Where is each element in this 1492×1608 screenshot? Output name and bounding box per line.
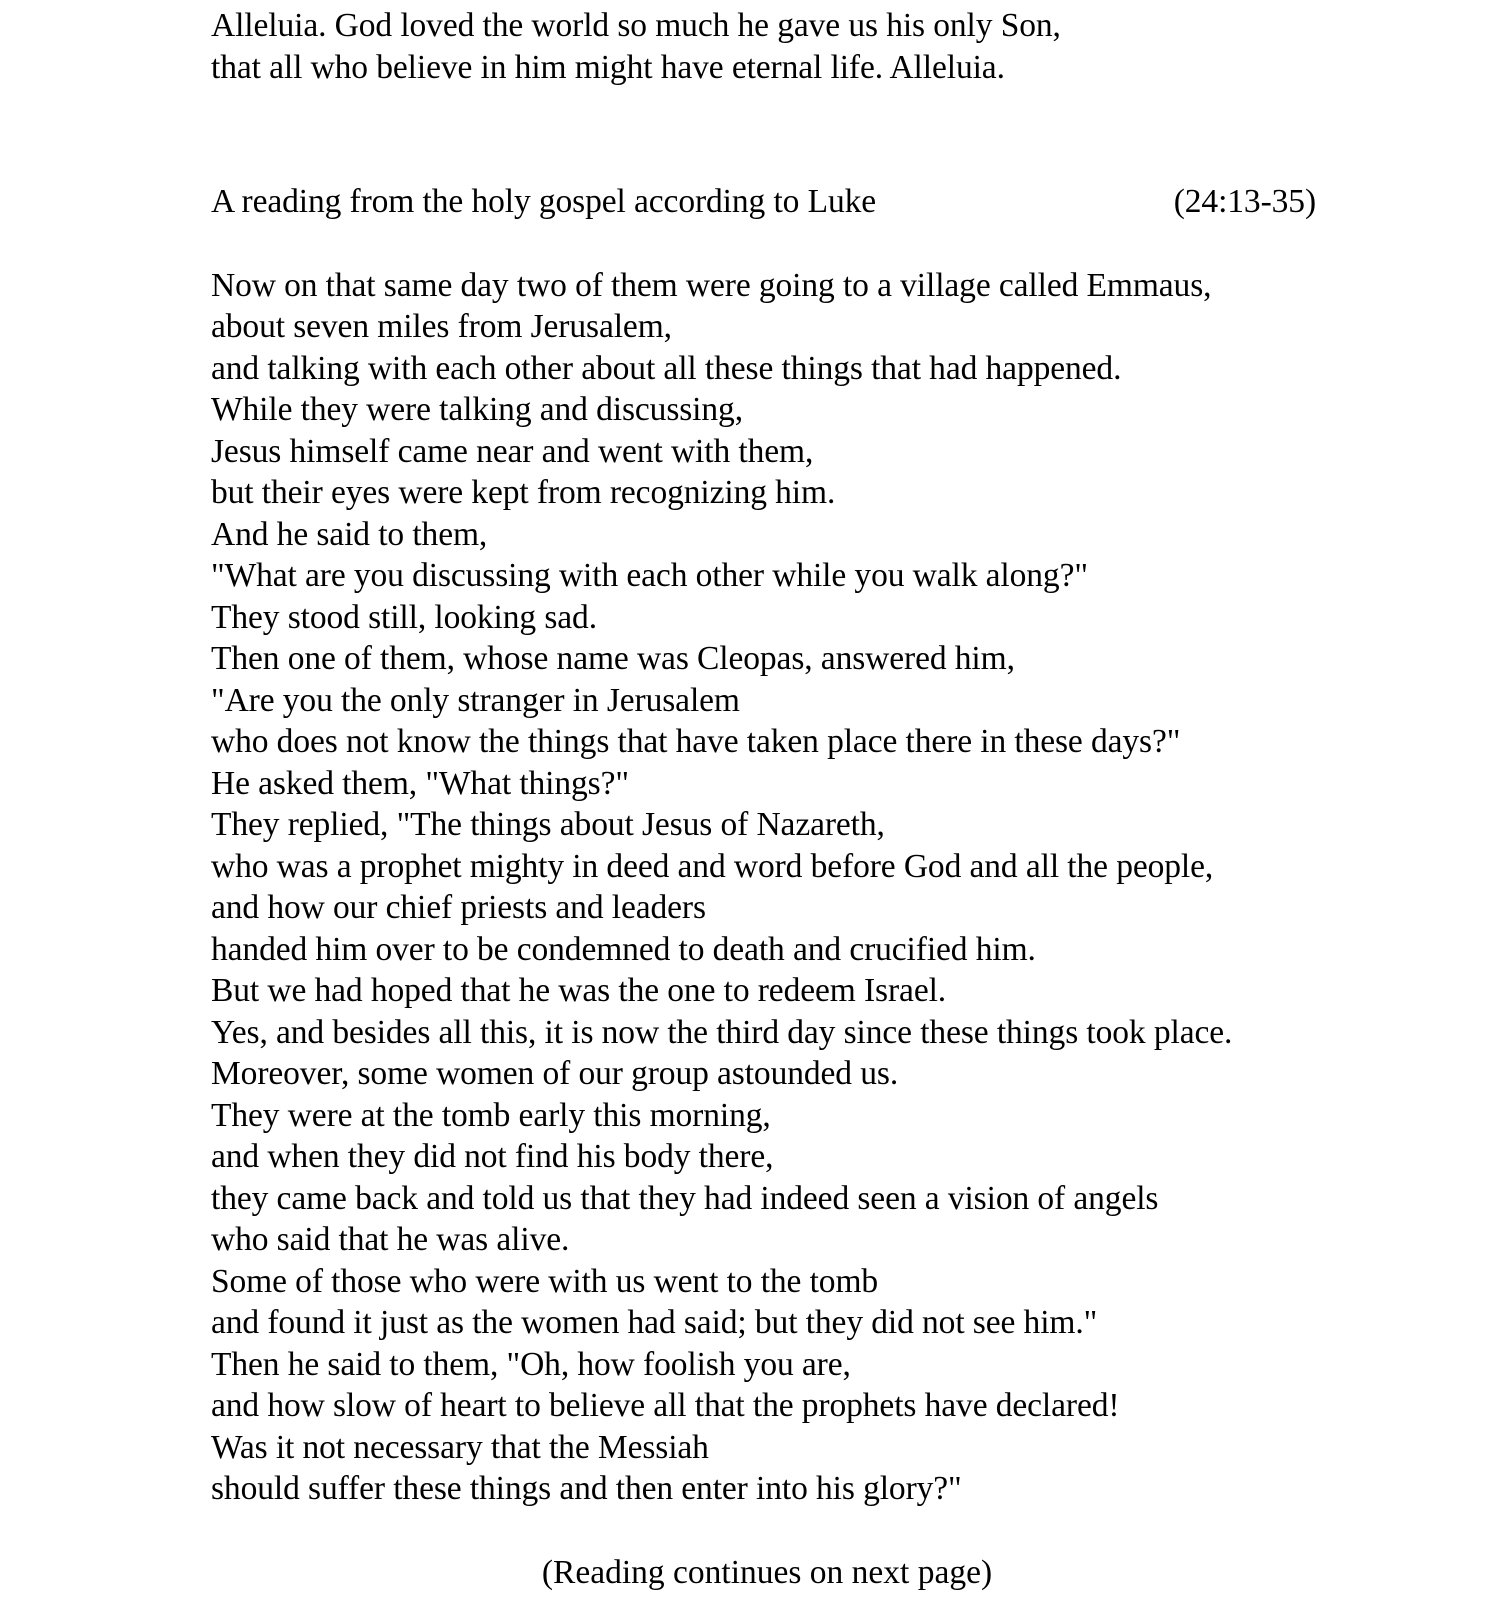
spacer bbox=[211, 223, 1323, 265]
reading-line: They were at the tomb early this morning, bbox=[211, 1096, 771, 1134]
reading-line: should suffer these things and then enter into his glory?" bbox=[211, 1470, 962, 1507]
spacer bbox=[211, 88, 1323, 181]
reading-line: but their eyes were kept from recognizing him. bbox=[211, 474, 836, 511]
reading-line: Then he said to them, "Oh, how foolish you are, bbox=[211, 1345, 851, 1383]
reading-line: and found it just as the women had said; but they did not see him." bbox=[211, 1304, 1098, 1341]
continuation-note: (Reading continues on next page) bbox=[541, 1553, 993, 1591]
reading-line: and how slow of heart to believe all that the prophets have declared! bbox=[211, 1387, 1120, 1424]
reading-line: about seven miles from Jerusalem, bbox=[211, 308, 672, 345]
reading-line: Jesus himself came near and went with them, bbox=[211, 432, 814, 470]
reading-line: and when they did not find his body there, bbox=[211, 1138, 774, 1175]
gospel-reading-body bbox=[211, 265, 1323, 1510]
reading-line: handed him over to be condemned to death and crucified him. bbox=[211, 930, 1036, 968]
reading-line: who said that he was alive. bbox=[211, 1221, 570, 1258]
reading-line: Now on that same day two of them were going to a village called Emmaus, bbox=[211, 266, 1212, 304]
reading-line: He asked them, "What things?" bbox=[211, 764, 629, 802]
reading-line: Moreover, some women of our group astounded us. bbox=[211, 1055, 899, 1092]
reading-line: who was a prophet mighty in deed and word before God and all the people, bbox=[211, 847, 1214, 885]
gospel-announcement bbox=[211, 181, 1316, 223]
acclamation-line: Alleluia. God loved the world so much he gave us his only Son, bbox=[211, 7, 1061, 44]
gospel-acclamation bbox=[211, 0, 1323, 88]
reading-line: "Are you the only stranger in Jerusalem bbox=[211, 681, 740, 719]
reading-line: Then one of them, whose name was Cleopas, answered him, bbox=[211, 640, 1015, 677]
reading-line: and talking with each other about all these things that had happened. bbox=[211, 349, 1122, 387]
reading-line: Some of those who were with us went to the tomb bbox=[211, 1262, 879, 1300]
gospel-citation: (24:13-35) bbox=[1173, 183, 1316, 220]
reading-line: And he said to them, bbox=[211, 515, 488, 553]
spacer bbox=[211, 1510, 1323, 1552]
reading-line: who does not know the things that have taken place there in these days?" bbox=[211, 723, 1181, 760]
reading-line: They replied, "The things about Jesus of Nazareth, bbox=[211, 806, 885, 843]
reading-line: "What are you discussing with each other while you walk along?" bbox=[211, 557, 1088, 594]
reading-line: Yes, and besides all this, it is now the third day since these things took place. bbox=[211, 1013, 1233, 1051]
reading-line: Was it not necessary that the Messiah bbox=[211, 1428, 709, 1466]
reading-line: and how our chief priests and leaders bbox=[211, 889, 706, 926]
reading-line: they came back and told us that they had indeed seen a vision of angels bbox=[211, 1179, 1159, 1217]
reading-line: They stood still, looking sad. bbox=[211, 598, 597, 636]
document-content bbox=[211, 0, 1323, 1593]
gospel-announcement-title: A reading from the holy gospel according to Luke bbox=[211, 183, 877, 220]
reading-line: While they were talking and discussing, bbox=[211, 391, 743, 428]
reading-line: But we had hoped that he was the one to redeem Israel. bbox=[211, 972, 947, 1009]
acclamation-line: that all who believe in him might have eternal life. Alleluia. bbox=[211, 48, 1005, 86]
